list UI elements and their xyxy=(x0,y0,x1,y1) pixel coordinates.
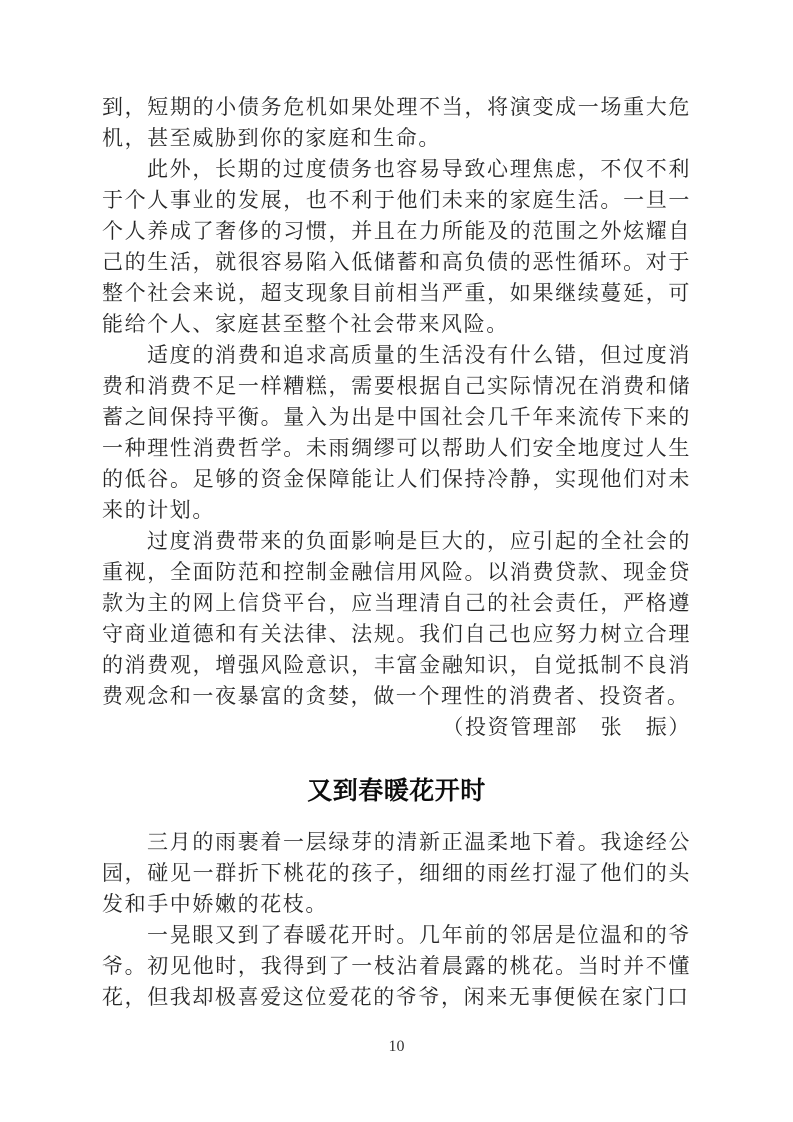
page-number: 10 xyxy=(388,1038,405,1055)
paragraph: 适度的消费和追求高质量的生活没有什么错，但过度消费和消费不足一样糟糕，需要根据自己实际情况在消费和储蓄之间保持平衡。量入为出是中国社会几千年来流传下来的一种理性消费哲学。未雨绸缪可以帮助人们安全地度过人生的低谷。足够的资金保障能让人们保持冷静，实现他们对未来的计划。 xyxy=(102,343,691,522)
article-spring xyxy=(102,772,691,1013)
page-footer xyxy=(0,1038,793,1056)
page-content xyxy=(102,92,691,1013)
article-consumption xyxy=(102,92,691,743)
paragraph: 此外，长期的过度债务也容易导致心理焦虑，不仅不利于个人事业的发展，也不利于他们未来的家庭生活。一旦一个人养成了奢侈的习惯，并且在力所能及的范围之外炫耀自己的生活，就很容易陷入低储蓄和高负债的恶性循环。对于整个社会来说，超支现象目前相当严重，如果继续蔓延，可能给个人、家庭甚至整个社会带来风险。 xyxy=(102,157,691,336)
paragraph: 一晃眼又到了春暖花开时。几年前的邻居是位温和的爷爷。初见他时，我得到了一枝沾着晨露的桃花。当时并不懂花，但我却极喜爱这位爱花的爷爷，闲来无事便候在家门口 xyxy=(102,923,691,1009)
paragraph: 过度消费带来的负面影响是巨大的，应引起的全社会的重视，全面防范和控制金融信用风险。以消费贷款、现金贷款为主的网上信贷平台，应当理清自己的社会责任，严格遵守商业道德和有关法律、法规。我们自己也应努力树立合理的消费观，增强风险意识，丰富金融知识，自觉抵制不良消费观念和一夜暴富的贪婪，做一个理性的消费者、投资者。 xyxy=(102,529,691,708)
article-title: 又到春暖花开时 xyxy=(307,777,486,805)
paragraph: 到，短期的小债务危机如果处理不当，将演变成一场重大危机，甚至威胁到你的家庭和生命。 xyxy=(102,95,691,150)
paragraph: 三月的雨裹着一层绿芽的清新正温柔地下着。我途经公园，碰见一群折下桃花的孩子，细细的雨丝打湿了他们的头发和手中娇嫩的花枝。 xyxy=(102,830,691,916)
byline: （投资管理部 张 振） xyxy=(442,715,691,739)
